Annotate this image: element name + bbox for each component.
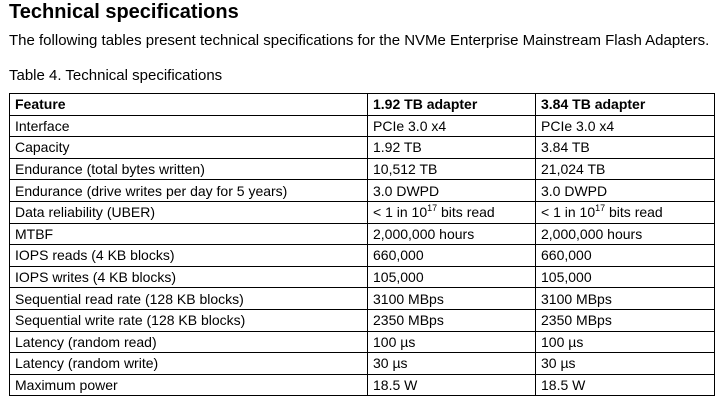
value-384tb-cell: 2350 MBps	[536, 309, 715, 331]
value-384tb-cell: 30 µs	[536, 353, 715, 375]
uber-suffix: bits read	[437, 204, 495, 221]
value-384tb-cell: PCIe 3.0 x4	[536, 115, 715, 137]
value-384tb-cell: 21,024 TB	[536, 158, 715, 180]
table-row	[10, 309, 715, 331]
table-header-row	[10, 94, 715, 116]
spec-table	[9, 93, 715, 396]
value-384tb-cell	[536, 201, 715, 223]
feature-cell: Endurance (drive writes per day for 5 years)	[10, 180, 368, 202]
feature-cell: Latency (random read)	[10, 331, 368, 353]
value-384tb-cell: 660,000	[536, 245, 715, 267]
uber-exponent: 17	[427, 203, 438, 214]
feature-cell: Capacity	[10, 137, 368, 159]
value-192tb-cell: 10,512 TB	[368, 158, 536, 180]
value-192tb-cell: 3.0 DWPD	[368, 180, 536, 202]
value-384tb-cell: 3.84 TB	[536, 137, 715, 159]
value-384tb-cell: 3100 MBps	[536, 288, 715, 310]
uber-suffix: bits read	[605, 204, 663, 221]
table-row	[10, 288, 715, 310]
value-384tb-cell: 18.5 W	[536, 374, 715, 396]
value-192tb-cell: 100 µs	[368, 331, 536, 353]
value-192tb-cell: 18.5 W	[368, 374, 536, 396]
value-192tb-cell: 3100 MBps	[368, 288, 536, 310]
feature-cell: Latency (random write)	[10, 353, 368, 375]
table-row	[10, 331, 715, 353]
value-192tb-cell	[368, 201, 536, 223]
table-row	[10, 158, 715, 180]
value-384tb-cell: 105,000	[536, 266, 715, 288]
value-384tb-cell: 3.0 DWPD	[536, 180, 715, 202]
feature-cell: IOPS reads (4 KB blocks)	[10, 245, 368, 267]
value-192tb-cell: 2,000,000 hours	[368, 223, 536, 245]
uber-base: < 1 in 10	[541, 204, 596, 221]
value-192tb-cell: 1.92 TB	[368, 137, 536, 159]
table-row	[10, 201, 715, 223]
feature-cell: MTBF	[10, 223, 368, 245]
table-row	[10, 223, 715, 245]
header-384tb: 3.84 TB adapter	[536, 94, 715, 116]
header-feature: Feature	[10, 94, 368, 116]
table-row	[10, 245, 715, 267]
table-row	[10, 353, 715, 375]
feature-cell: Sequential write rate (128 KB blocks)	[10, 309, 368, 331]
uber-base: < 1 in 10	[373, 204, 428, 221]
page-title: Technical specifications	[9, 1, 239, 23]
uber-exponent: 17	[595, 203, 606, 214]
table-row	[10, 180, 715, 202]
value-384tb-cell: 2,000,000 hours	[536, 223, 715, 245]
table-row	[10, 374, 715, 396]
feature-cell: Sequential read rate (128 KB blocks)	[10, 288, 368, 310]
value-192tb-cell: 105,000	[368, 266, 536, 288]
value-384tb-cell: 100 µs	[536, 331, 715, 353]
table-caption: Table 4. Technical specifications	[9, 67, 223, 84]
feature-cell: Endurance (total bytes written)	[10, 158, 368, 180]
value-192tb-cell: PCIe 3.0 x4	[368, 115, 536, 137]
value-192tb-cell: 2350 MBps	[368, 309, 536, 331]
feature-cell: IOPS writes (4 KB blocks)	[10, 266, 368, 288]
table-row	[10, 266, 715, 288]
table-row	[10, 115, 715, 137]
value-192tb-cell: 660,000	[368, 245, 536, 267]
value-192tb-cell: 30 µs	[368, 353, 536, 375]
feature-cell: Data reliability (UBER)	[10, 201, 368, 223]
intro-paragraph: The following tables present technical specifications for the NVMe Enterprise Mainstream Flash Adapters.	[9, 32, 710, 49]
feature-cell: Maximum power	[10, 374, 368, 396]
table-row	[10, 137, 715, 159]
header-192tb: 1.92 TB adapter	[368, 94, 536, 116]
feature-cell: Interface	[10, 115, 368, 137]
